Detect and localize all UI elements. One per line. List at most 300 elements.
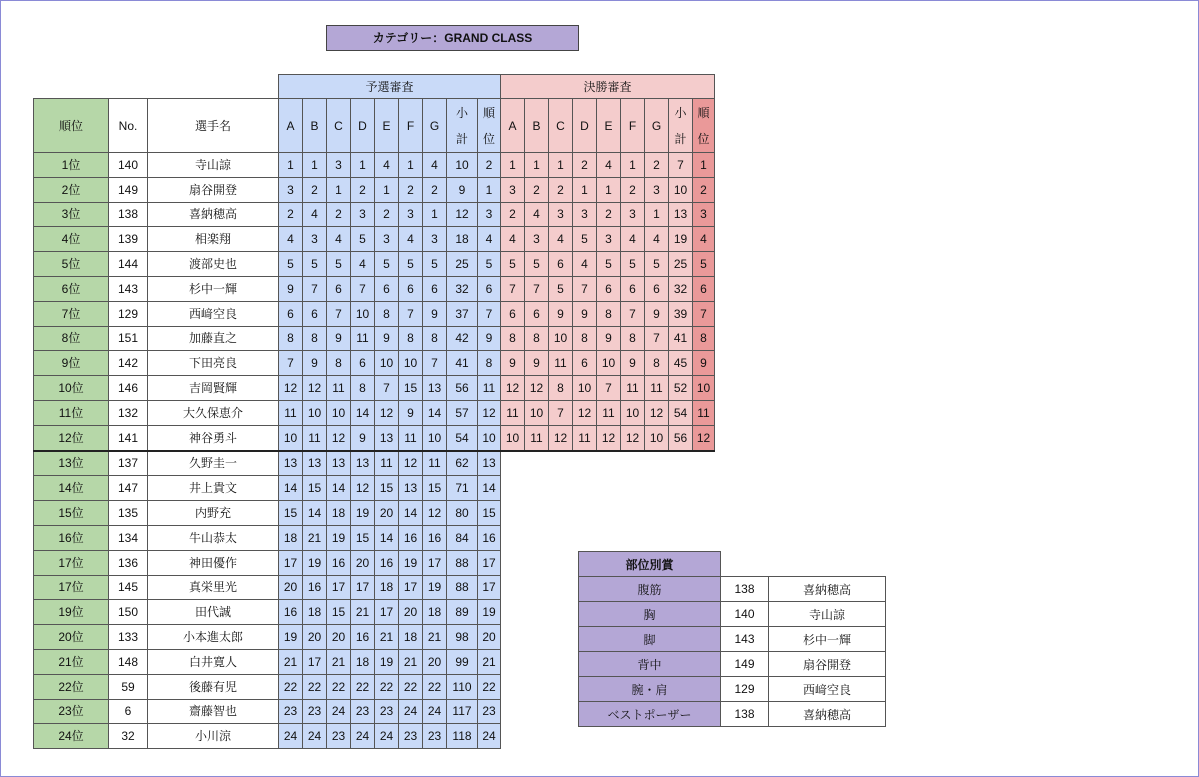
award-name-cell: 喜納穂高: [769, 577, 886, 602]
award-row: [579, 577, 886, 602]
prelim-place-cell: 7: [478, 301, 501, 326]
prelim-score-cell: 21: [423, 625, 447, 650]
prelim-score-cell: 22: [423, 674, 447, 699]
prelim-score-cell: 1: [327, 177, 351, 202]
prelim-place-cell: 23: [478, 699, 501, 724]
final-score-cell: 5: [645, 252, 669, 277]
final-score-cell: 2: [621, 177, 645, 202]
table-row: [34, 252, 715, 277]
athlete-name-cell: 吉岡賢輝: [148, 376, 279, 401]
final-score-cell: 8: [525, 326, 549, 351]
final-score-cell: 5: [501, 252, 525, 277]
prelim-score-cell: 2: [279, 202, 303, 227]
prelim-score-cell: 20: [327, 625, 351, 650]
final-score-cell: 9: [621, 351, 645, 376]
prelim-score-cell: 11: [303, 425, 327, 450]
prelim-score-cell: 24: [375, 724, 399, 749]
final-score-cell: 8: [549, 376, 573, 401]
number-cell: 149: [109, 177, 148, 202]
final-score-cell: 7: [645, 326, 669, 351]
award-number-cell: 149: [721, 652, 769, 677]
final-score-cell: 4: [621, 227, 645, 252]
athlete-name-cell: 齋藤智也: [148, 699, 279, 724]
number-cell: 150: [109, 600, 148, 625]
final-subtotal-cell: 56: [669, 425, 693, 450]
prelim-place-cell: 21: [478, 649, 501, 674]
final-subtotal-cell: 10: [669, 177, 693, 202]
athlete-name-cell: 大久保恵介: [148, 400, 279, 425]
prelim-judge-header: G: [423, 99, 447, 153]
prelim-score-cell: 5: [423, 252, 447, 277]
prelim-score-cell: 10: [399, 351, 423, 376]
table-row: [34, 376, 715, 401]
athlete-name-cell: 内野充: [148, 501, 279, 526]
prelim-place-cell: 12: [478, 400, 501, 425]
awards-title: 部位別賞: [579, 552, 721, 577]
prelim-score-cell: 13: [423, 376, 447, 401]
final-judge-header: C: [549, 99, 573, 153]
number-cell: 32: [109, 724, 148, 749]
number-cell: 136: [109, 550, 148, 575]
athlete-name-cell: 白井寛人: [148, 649, 279, 674]
final-score-cell: 9: [525, 351, 549, 376]
prelim-score-cell: 5: [327, 252, 351, 277]
prelim-score-cell: 6: [351, 351, 375, 376]
final-score-cell: 5: [621, 252, 645, 277]
prelim-score-cell: 11: [423, 451, 447, 476]
rank-cell: 4位: [34, 227, 109, 252]
prelim-score-cell: 9: [303, 351, 327, 376]
rank-cell: 2位: [34, 177, 109, 202]
prelim-place-cell: 8: [478, 351, 501, 376]
prelim-score-cell: 2: [423, 177, 447, 202]
prelim-score-cell: 15: [279, 501, 303, 526]
final-subtotal-header: [669, 99, 693, 153]
final-place-cell: 12: [693, 425, 715, 450]
final-score-cell: 12: [645, 400, 669, 425]
prelim-place-cell: 15: [478, 501, 501, 526]
prelim-score-cell: 14: [375, 525, 399, 550]
prelim-score-cell: 3: [375, 227, 399, 252]
athlete-name-cell: 神谷勇斗: [148, 425, 279, 450]
table-row: [34, 400, 715, 425]
prelim-score-cell: 20: [375, 501, 399, 526]
final-score-cell: 7: [501, 276, 525, 301]
prelim-score-cell: 12: [399, 451, 423, 476]
prelim-subtotal-cell: 56: [447, 376, 478, 401]
prelim-score-cell: 11: [399, 425, 423, 450]
prelim-score-cell: 10: [279, 425, 303, 450]
prelim-score-cell: 4: [399, 227, 423, 252]
final-place-cell: 5: [693, 252, 715, 277]
final-score-cell: 8: [645, 351, 669, 376]
final-score-cell: 6: [645, 276, 669, 301]
prelim-score-cell: 16: [351, 625, 375, 650]
prelim-score-cell: 6: [399, 276, 423, 301]
final-subtotal-cell: 7: [669, 153, 693, 178]
rank-cell: 22位: [34, 674, 109, 699]
final-subtotal-cell: 52: [669, 376, 693, 401]
prelim-score-cell: 23: [327, 724, 351, 749]
rank-cell: 11位: [34, 400, 109, 425]
award-row: [579, 702, 886, 727]
prelim-place-cell: 17: [478, 575, 501, 600]
prelim-score-cell: 12: [327, 425, 351, 450]
final-score-cell: 7: [597, 376, 621, 401]
award-part-cell: 胸: [579, 602, 721, 627]
final-place-cell: 6: [693, 276, 715, 301]
final-score-cell: 7: [621, 301, 645, 326]
final-place-cell: 11: [693, 400, 715, 425]
empty-final-area: [501, 476, 715, 501]
prelim-score-cell: 22: [279, 674, 303, 699]
prelim-score-cell: 15: [303, 476, 327, 501]
athlete-name-cell: 久野圭一: [148, 451, 279, 476]
prelim-score-cell: 24: [351, 724, 375, 749]
final-place-cell: 1: [693, 153, 715, 178]
final-score-cell: 1: [597, 177, 621, 202]
prelim-score-cell: 3: [351, 202, 375, 227]
final-score-cell: 3: [573, 202, 597, 227]
prelim-score-cell: 3: [399, 202, 423, 227]
final-judge-header: B: [525, 99, 549, 153]
prelim-score-cell: 1: [423, 202, 447, 227]
final-score-cell: 7: [573, 276, 597, 301]
final-score-cell: 11: [549, 351, 573, 376]
final-score-cell: 3: [645, 177, 669, 202]
athlete-name-cell: 神田優作: [148, 550, 279, 575]
prelim-score-cell: 20: [351, 550, 375, 575]
final-score-cell: 7: [549, 400, 573, 425]
final-score-cell: 3: [597, 227, 621, 252]
final-score-cell: 4: [597, 153, 621, 178]
prelim-score-cell: 19: [399, 550, 423, 575]
final-score-cell: 6: [549, 252, 573, 277]
empty-final-area: [501, 724, 715, 749]
final-judge-header: D: [573, 99, 597, 153]
award-number-cell: 129: [721, 677, 769, 702]
final-score-cell: 11: [621, 376, 645, 401]
table-row: [34, 501, 715, 526]
prelim-score-cell: 20: [423, 649, 447, 674]
prelim-place-cell: 5: [478, 252, 501, 277]
prelim-score-cell: 3: [279, 177, 303, 202]
number-cell: 138: [109, 202, 148, 227]
prelim-score-cell: 17: [351, 575, 375, 600]
table-row: [34, 724, 715, 749]
final-score-cell: 6: [573, 351, 597, 376]
prelim-score-cell: 24: [279, 724, 303, 749]
final-score-cell: 3: [501, 177, 525, 202]
prelim-score-cell: 7: [399, 301, 423, 326]
final-score-cell: 8: [597, 301, 621, 326]
number-cell: 129: [109, 301, 148, 326]
prelim-score-cell: 6: [423, 276, 447, 301]
prelim-place-cell: 4: [478, 227, 501, 252]
prelim-score-cell: 4: [423, 153, 447, 178]
prelim-score-cell: 22: [375, 674, 399, 699]
final-score-cell: 8: [621, 326, 645, 351]
prelim-place-cell: 3: [478, 202, 501, 227]
rank-cell: 20位: [34, 625, 109, 650]
prelim-place-cell: 1: [478, 177, 501, 202]
prelim-score-cell: 9: [351, 425, 375, 450]
prelim-score-cell: 4: [327, 227, 351, 252]
prelim-score-cell: 9: [423, 301, 447, 326]
final-score-cell: 6: [597, 276, 621, 301]
number-cell: 151: [109, 326, 148, 351]
prelim-subtotal-cell: 88: [447, 575, 478, 600]
table-row: [34, 202, 715, 227]
prelim-subtotal-cell: 18: [447, 227, 478, 252]
prelim-score-cell: 14: [351, 400, 375, 425]
final-score-cell: 12: [573, 400, 597, 425]
prelim-score-cell: 8: [303, 326, 327, 351]
awards-table: [578, 551, 886, 727]
prelim-subtotal-cell: 80: [447, 501, 478, 526]
number-cell: 139: [109, 227, 148, 252]
rank-header: 順位: [34, 99, 109, 153]
final-score-cell: 9: [549, 301, 573, 326]
prelim-score-cell: 8: [351, 376, 375, 401]
prelim-score-cell: 19: [327, 525, 351, 550]
athlete-name-cell: 後藤有児: [148, 674, 279, 699]
final-score-cell: 10: [621, 400, 645, 425]
final-score-cell: 3: [525, 227, 549, 252]
prelim-score-cell: 1: [279, 153, 303, 178]
prelim-score-cell: 21: [375, 625, 399, 650]
prelim-score-cell: 13: [399, 476, 423, 501]
prelim-score-cell: 15: [375, 476, 399, 501]
prelim-score-cell: 1: [351, 153, 375, 178]
final-score-cell: 11: [525, 425, 549, 450]
final-score-cell: 1: [645, 202, 669, 227]
prelim-subtotal-cell: 110: [447, 674, 478, 699]
prelim-score-cell: 7: [327, 301, 351, 326]
prelim-subtotal-cell: 9: [447, 177, 478, 202]
number-cell: 6: [109, 699, 148, 724]
award-part-cell: 脚: [579, 627, 721, 652]
prelim-subtotal-cell: 37: [447, 301, 478, 326]
final-place-cell: 9: [693, 351, 715, 376]
prelim-score-cell: 19: [375, 649, 399, 674]
final-subtotal-cell: 41: [669, 326, 693, 351]
final-score-cell: 12: [597, 425, 621, 450]
final-score-cell: 12: [501, 376, 525, 401]
prelim-score-cell: 16: [375, 550, 399, 575]
prelim-score-cell: 23: [351, 699, 375, 724]
athlete-name-cell: 加藤直之: [148, 326, 279, 351]
prelim-score-cell: 11: [375, 451, 399, 476]
prelim-score-cell: 22: [303, 674, 327, 699]
prelim-score-cell: 4: [351, 252, 375, 277]
athlete-name-cell: 杉中一輝: [148, 276, 279, 301]
final-header: 決勝審査: [501, 75, 715, 99]
final-score-cell: 4: [501, 227, 525, 252]
prelim-place-header: [478, 99, 501, 153]
prelim-place-cell: 17: [478, 550, 501, 575]
table-row: [34, 276, 715, 301]
final-score-cell: 4: [573, 252, 597, 277]
final-place-cell: 2: [693, 177, 715, 202]
final-score-cell: 11: [501, 400, 525, 425]
table-row: [34, 525, 715, 550]
prelim-score-cell: 13: [351, 451, 375, 476]
prelim-score-cell: 12: [423, 501, 447, 526]
number-cell: 141: [109, 425, 148, 450]
prelim-score-cell: 7: [351, 276, 375, 301]
number-cell: 143: [109, 276, 148, 301]
number-cell: 137: [109, 451, 148, 476]
rank-cell: 16位: [34, 525, 109, 550]
table-row: [34, 301, 715, 326]
prelim-score-cell: 8: [423, 326, 447, 351]
prelim-place-header-bottom: 位: [482, 131, 495, 146]
athlete-name-cell: 扇谷開登: [148, 177, 279, 202]
award-name-cell: 寺山諒: [769, 602, 886, 627]
prelim-score-cell: 7: [279, 351, 303, 376]
prelim-place-header-top: 順: [482, 105, 495, 120]
prelim-score-cell: 4: [279, 227, 303, 252]
final-score-cell: 5: [525, 252, 549, 277]
table-row: [34, 476, 715, 501]
prelim-score-cell: 5: [399, 252, 423, 277]
athlete-name-cell: 相楽翔: [148, 227, 279, 252]
prelim-score-cell: 18: [303, 600, 327, 625]
final-score-cell: 8: [573, 326, 597, 351]
award-row: [579, 602, 886, 627]
prelim-place-cell: 14: [478, 476, 501, 501]
prelim-score-cell: 13: [279, 451, 303, 476]
rank-cell: 13位: [34, 451, 109, 476]
prelim-score-cell: 13: [303, 451, 327, 476]
final-score-cell: 2: [501, 202, 525, 227]
rank-cell: 17位: [34, 550, 109, 575]
prelim-score-cell: 16: [279, 600, 303, 625]
prelim-score-cell: 15: [327, 600, 351, 625]
prelim-score-cell: 6: [327, 276, 351, 301]
prelim-score-cell: 10: [303, 400, 327, 425]
final-subtotal-header-bottom: 計: [674, 131, 687, 146]
athlete-name-cell: 寺山諒: [148, 153, 279, 178]
prelim-score-cell: 12: [375, 400, 399, 425]
table-row: [34, 451, 715, 476]
table-row: [34, 227, 715, 252]
rank-cell: 23位: [34, 699, 109, 724]
prelim-subtotal-cell: 42: [447, 326, 478, 351]
athlete-name-cell: 小本進太郎: [148, 625, 279, 650]
prelim-score-cell: 1: [303, 153, 327, 178]
prelim-score-cell: 1: [375, 177, 399, 202]
prelim-score-cell: 10: [423, 425, 447, 450]
prelim-subtotal-cell: 57: [447, 400, 478, 425]
prelim-score-cell: 11: [327, 376, 351, 401]
final-score-cell: 10: [645, 425, 669, 450]
prelim-score-cell: 23: [399, 724, 423, 749]
number-cell: 140: [109, 153, 148, 178]
prelim-score-cell: 19: [303, 550, 327, 575]
prelim-score-cell: 20: [303, 625, 327, 650]
final-judge-header: F: [621, 99, 645, 153]
prelim-subtotal-cell: 84: [447, 525, 478, 550]
prelim-score-cell: 18: [423, 600, 447, 625]
prelim-score-cell: 6: [303, 301, 327, 326]
final-judge-header: E: [597, 99, 621, 153]
prelim-score-cell: 16: [303, 575, 327, 600]
final-score-cell: 7: [525, 276, 549, 301]
final-score-cell: 10: [573, 376, 597, 401]
rank-cell: 14位: [34, 476, 109, 501]
prelim-score-cell: 9: [279, 276, 303, 301]
prelim-subtotal-cell: 89: [447, 600, 478, 625]
prelim-header: 予選審査: [279, 75, 501, 99]
prelim-subtotal-cell: 118: [447, 724, 478, 749]
final-place-cell: 7: [693, 301, 715, 326]
prelim-score-cell: 23: [375, 699, 399, 724]
rank-cell: 17位: [34, 575, 109, 600]
final-score-cell: 12: [549, 425, 573, 450]
award-row: [579, 652, 886, 677]
prelim-score-cell: 18: [399, 625, 423, 650]
prelim-judge-header: A: [279, 99, 303, 153]
prelim-score-cell: 21: [399, 649, 423, 674]
prelim-place-cell: 2: [478, 153, 501, 178]
prelim-score-cell: 18: [327, 501, 351, 526]
prelim-subtotal-cell: 32: [447, 276, 478, 301]
final-score-cell: 9: [645, 301, 669, 326]
final-place-cell: 3: [693, 202, 715, 227]
prelim-score-cell: 13: [327, 451, 351, 476]
empty-final-area: [501, 451, 715, 476]
prelim-subtotal-cell: 10: [447, 153, 478, 178]
final-score-cell: 10: [597, 351, 621, 376]
final-score-cell: 11: [645, 376, 669, 401]
award-part-cell: 腹筋: [579, 577, 721, 602]
athlete-name-cell: 真栄里光: [148, 575, 279, 600]
prelim-subtotal-cell: 54: [447, 425, 478, 450]
prelim-score-cell: 13: [375, 425, 399, 450]
table-row: [34, 351, 715, 376]
number-cell: 148: [109, 649, 148, 674]
rank-cell: 8位: [34, 326, 109, 351]
prelim-subtotal-cell: 71: [447, 476, 478, 501]
athlete-name-cell: 井上貴文: [148, 476, 279, 501]
final-subtotal-cell: 54: [669, 400, 693, 425]
prelim-subtotal-cell: 62: [447, 451, 478, 476]
final-score-cell: 3: [621, 202, 645, 227]
final-score-cell: 1: [573, 177, 597, 202]
final-place-header: [693, 99, 715, 153]
prelim-place-cell: 22: [478, 674, 501, 699]
number-cell: 135: [109, 501, 148, 526]
prelim-score-cell: 18: [351, 649, 375, 674]
prelim-score-cell: 23: [303, 699, 327, 724]
prelim-score-cell: 17: [423, 550, 447, 575]
final-score-cell: 1: [501, 153, 525, 178]
final-score-cell: 6: [525, 301, 549, 326]
prelim-score-cell: 4: [375, 153, 399, 178]
prelim-place-cell: 20: [478, 625, 501, 650]
prelim-subtotal-cell: 99: [447, 649, 478, 674]
prelim-score-cell: 21: [279, 649, 303, 674]
prelim-score-cell: 19: [351, 501, 375, 526]
prelim-score-cell: 16: [423, 525, 447, 550]
final-score-cell: 8: [501, 326, 525, 351]
prelim-score-cell: 9: [327, 326, 351, 351]
award-name-cell: 扇谷開登: [769, 652, 886, 677]
rank-cell: 10位: [34, 376, 109, 401]
prelim-place-cell: 6: [478, 276, 501, 301]
